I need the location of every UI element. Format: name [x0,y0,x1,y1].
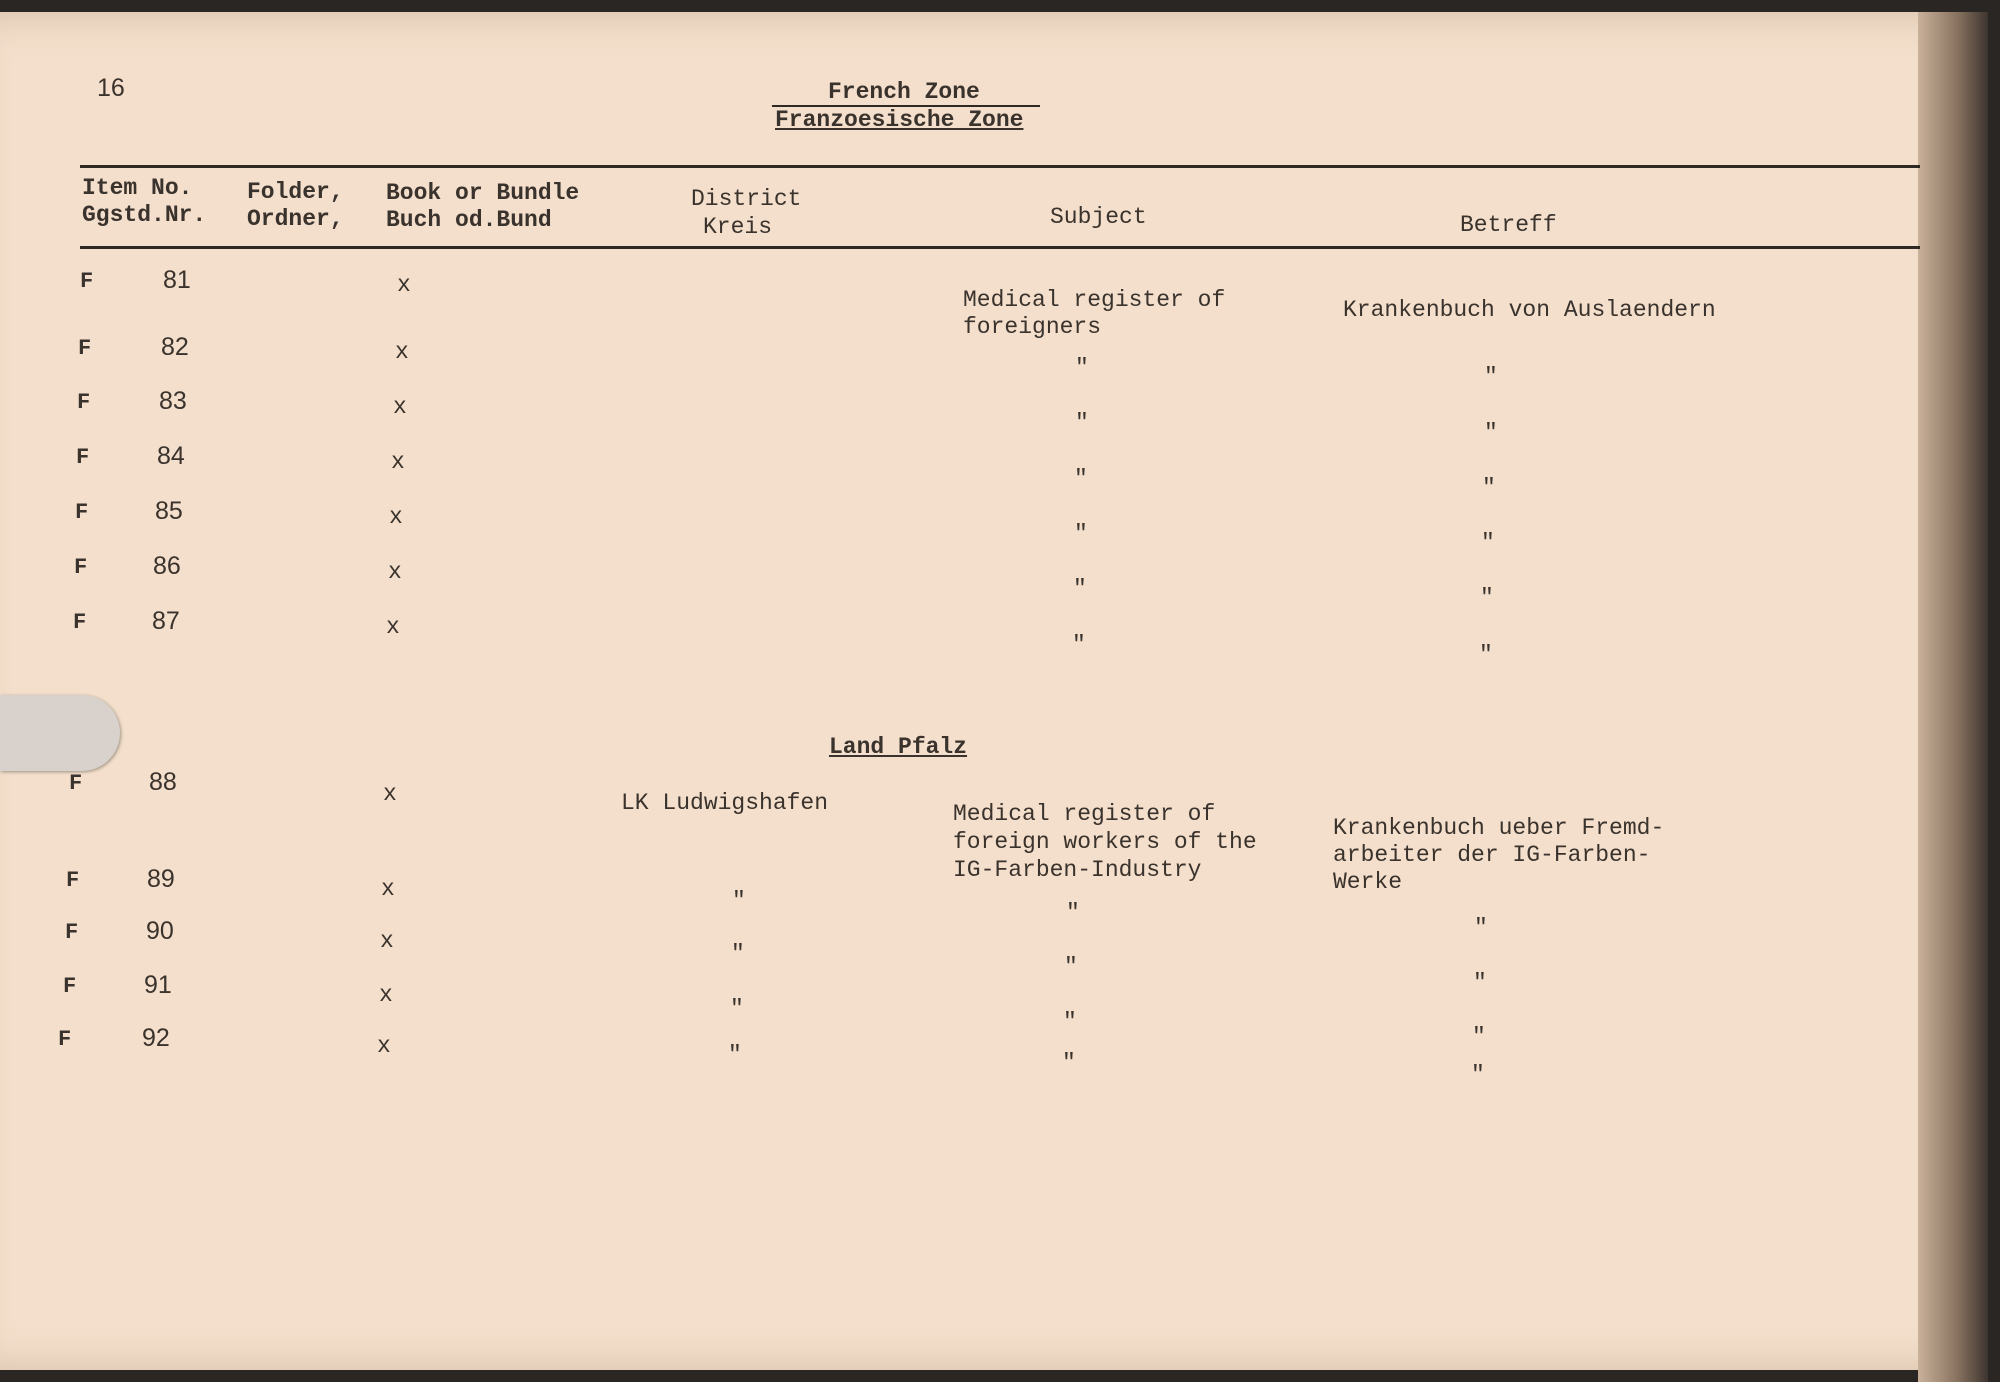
row-prefix: F [66,868,80,893]
row-betreff-ditto: " [1482,475,1496,501]
col-book-en: Book or Bundle [386,180,580,206]
row-subject-ditto: " [1074,466,1088,492]
row-subject-ditto: " [1072,632,1086,658]
row-book-mark: x [395,339,409,365]
row-number: 91 [144,971,172,999]
row-number: 87 [152,607,180,635]
row-book-mark: x [388,559,402,585]
col-item-en: Item No. [82,175,193,201]
book-binding [1918,12,1988,1382]
row-betreff-ditto: " [1481,530,1495,556]
col-book-de: Buch od.Bund [386,207,552,233]
row-district-ditto: " [730,996,744,1022]
col-folder-de: Ordner, [247,206,344,232]
row-betreff-ditto: " [1484,364,1498,390]
col-item-de: Ggstd.Nr. [82,202,207,228]
row-number: 85 [155,497,183,525]
row-number: 82 [161,333,189,361]
row-number: 86 [153,552,181,580]
row-district-ditto: " [728,1042,742,1068]
index-tab [0,695,120,771]
row-number: 83 [159,387,187,415]
page-title: French Zone [828,79,980,105]
row-number: 88 [149,768,177,796]
row-book-mark: x [391,449,405,475]
row-prefix: F [74,555,88,580]
section-heading: Land Pfalz [829,734,968,760]
page-number: 16 [97,74,125,102]
row-subject: Medical register of foreign workers of the IG-Farben-Industry [953,801,1257,883]
col-district-en: District [691,186,802,212]
row-prefix: F [76,445,90,470]
row-subject-ditto: " [1074,521,1088,547]
row-prefix: F [80,269,94,294]
row-subject-ditto: " [1064,954,1078,980]
row-book-mark: x [393,394,407,420]
row-betreff: Krankenbuch ueber Fremd- arbeiter der IG-Farben- Werke [1333,815,1665,895]
row-district-ditto: " [731,941,745,967]
row-book-mark: x [397,272,411,298]
row-book-mark: x [380,928,394,954]
row-betreff-ditto: " [1480,585,1494,611]
row-prefix: F [77,390,91,415]
row-book-mark: x [383,781,397,807]
row-district-ditto: " [732,888,746,914]
row-subject-ditto: " [1063,1009,1077,1035]
row-book-mark: x [377,1033,391,1059]
col-district-de: Kreis [703,214,773,240]
row-subject: Medical register of foreigners [963,287,1226,340]
row-number: 89 [147,865,175,893]
row-subject-ditto: " [1062,1050,1076,1076]
row-prefix: F [65,920,79,945]
row-subject-ditto: " [1073,576,1087,602]
header-bottom-rule [80,246,1920,249]
row-number: 90 [146,917,174,945]
row-betreff-ditto: " [1474,915,1488,941]
col-folder-en: Folder, [247,179,344,205]
row-book-mark: x [381,876,395,902]
row-subject-ditto: " [1075,410,1089,436]
row-prefix: F [58,1027,72,1052]
row-book-mark: x [389,504,403,530]
header-top-rule [80,165,1920,168]
row-number: 84 [157,442,185,470]
row-number: 92 [142,1024,170,1052]
row-subject-ditto: " [1066,900,1080,926]
row-betreff-ditto: " [1484,420,1498,446]
col-subject: Subject [1050,204,1147,230]
col-betreff: Betreff [1460,212,1557,238]
row-prefix: F [63,974,77,999]
row-district: LK Ludwigshafen [621,790,829,816]
row-betreff: Krankenbuch von Auslaendern [1343,297,1716,323]
row-book-mark: x [379,982,393,1008]
row-prefix: F [73,610,87,635]
row-prefix: F [78,336,92,361]
document-page [0,12,1988,1370]
row-betreff-ditto: " [1471,1062,1485,1088]
row-betreff-ditto: " [1473,970,1487,996]
row-betreff-ditto: " [1472,1024,1486,1050]
row-book-mark: x [386,614,400,640]
page-subtitle: Franzoesische Zone [775,107,1024,133]
row-betreff-ditto: " [1479,642,1493,668]
row-number: 81 [163,266,191,294]
row-prefix: F [69,771,83,796]
row-prefix: F [75,500,89,525]
row-subject-ditto: " [1075,355,1089,381]
